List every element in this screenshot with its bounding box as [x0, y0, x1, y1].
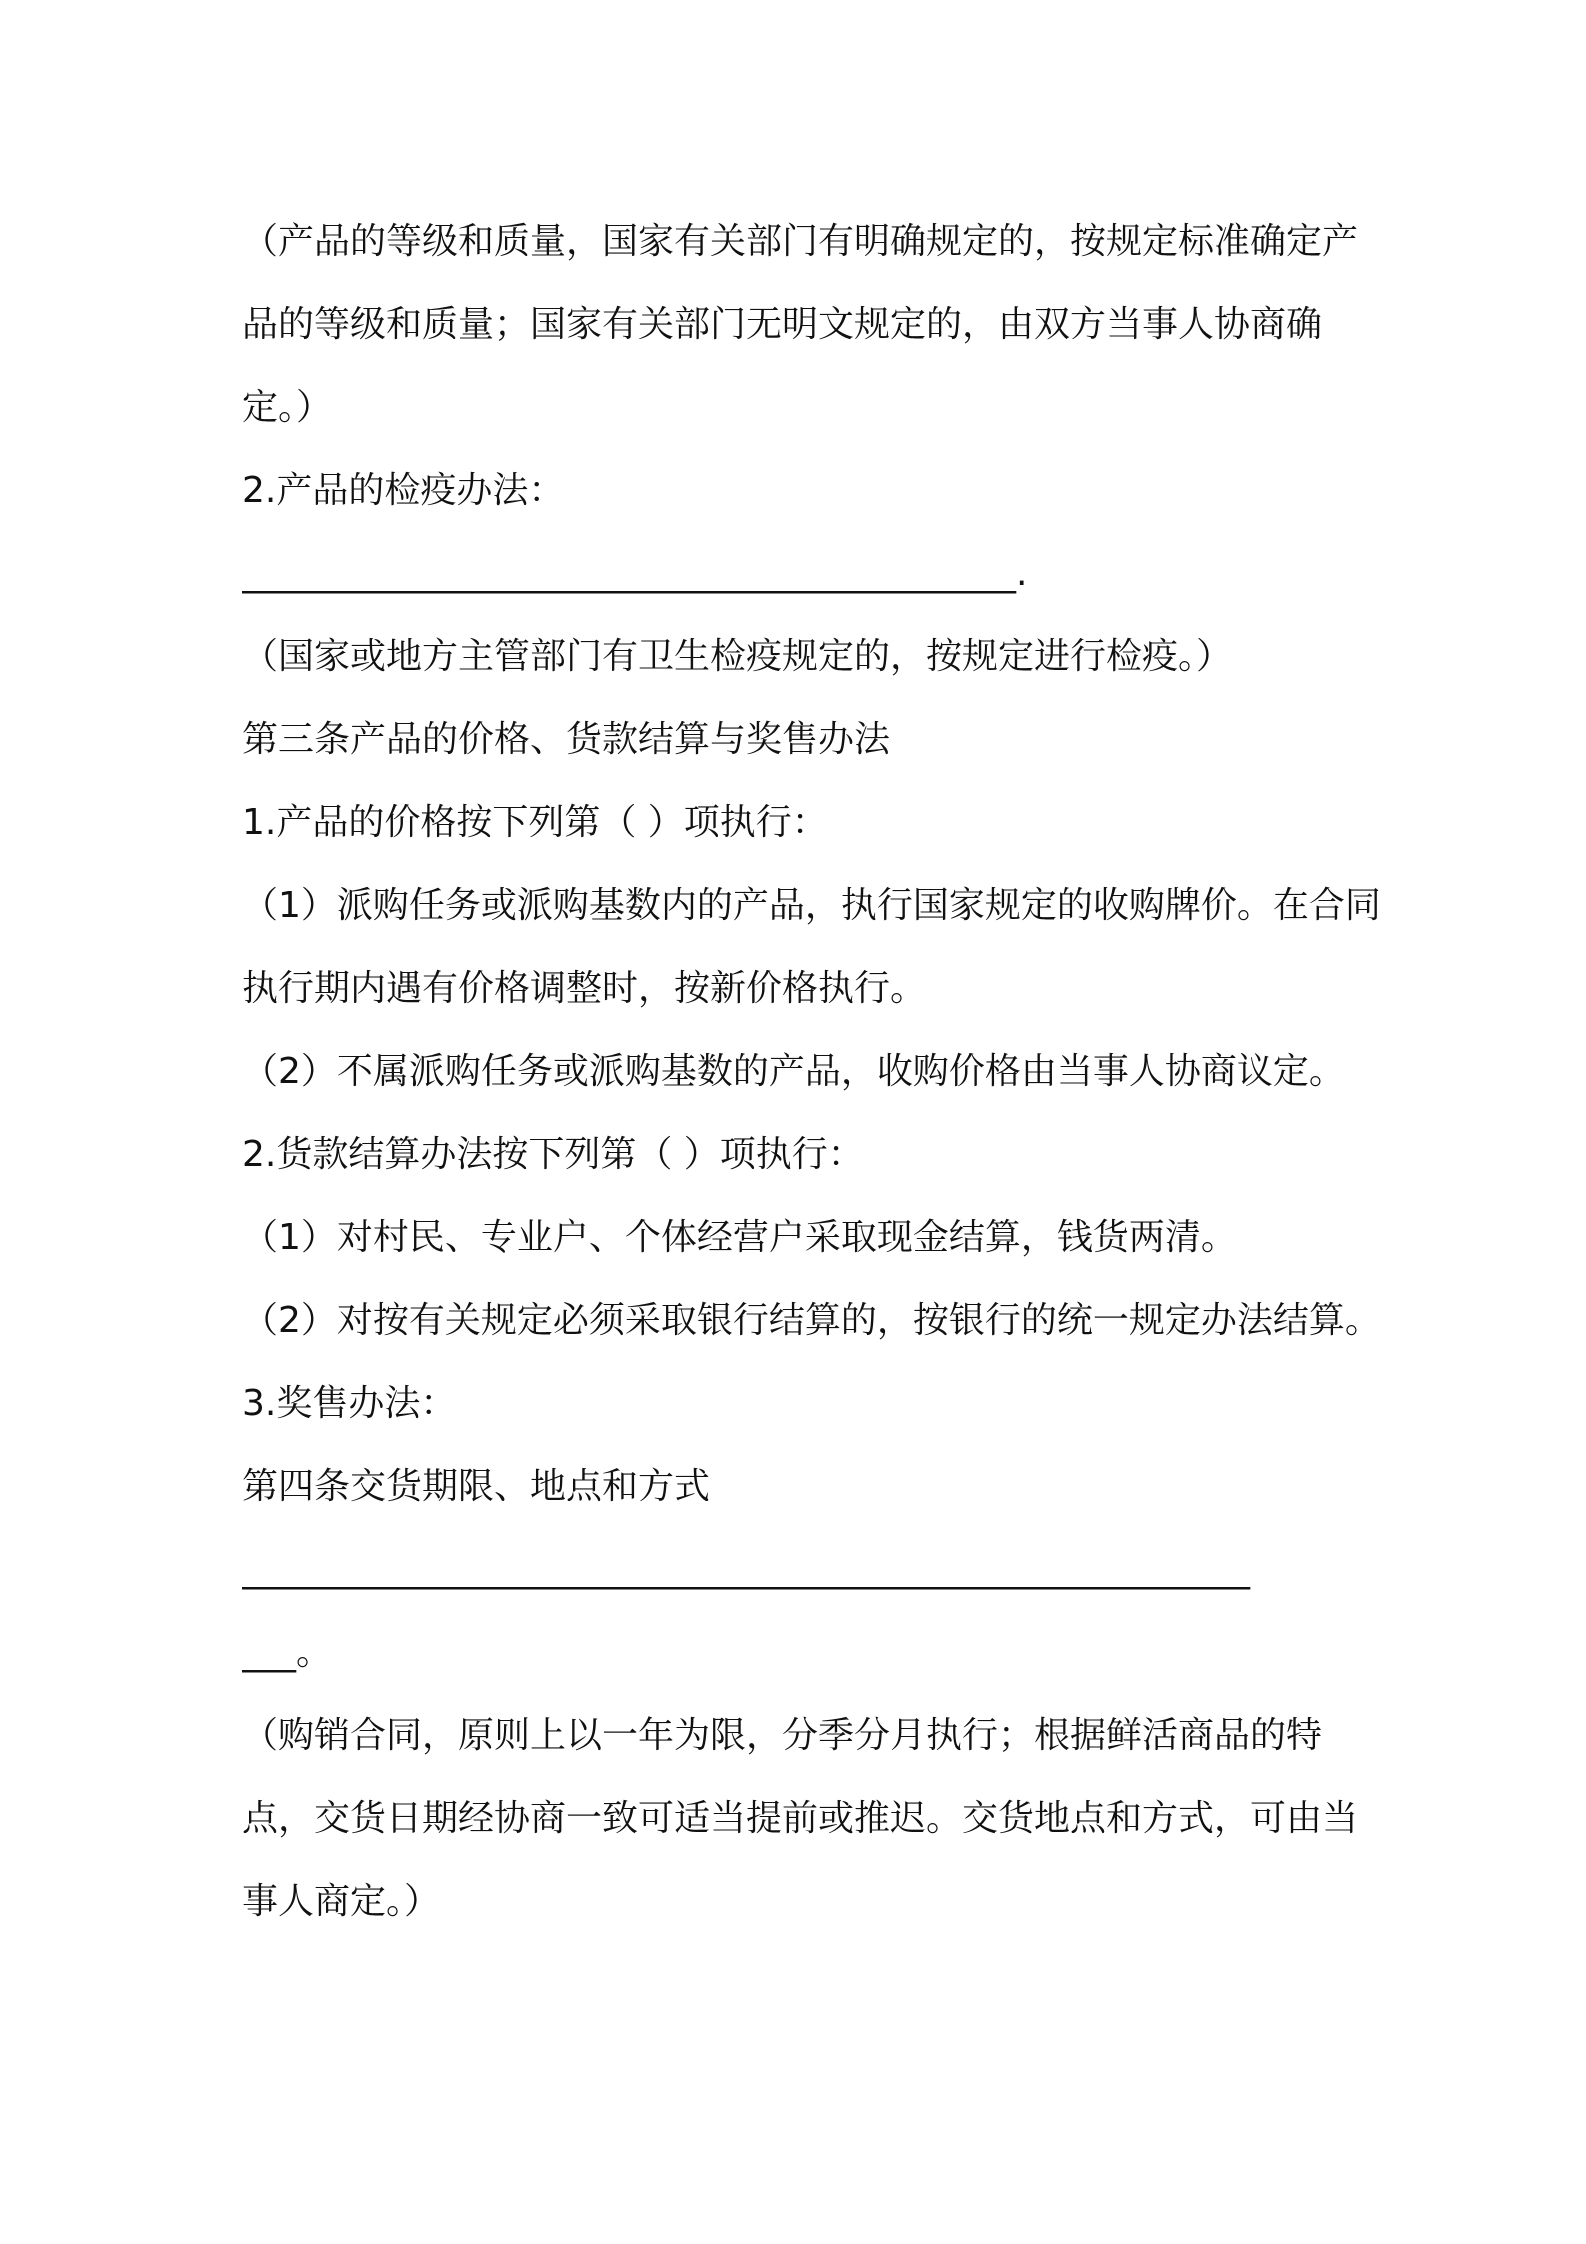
price-item-heading: 1.产品的价格按下列第（ ）项执行：	[242, 802, 828, 843]
article-three-heading: 第三条产品的价格、货款结算与奖售办法	[242, 719, 891, 760]
document-body	[242, 200, 1382, 1943]
quarantine-method-heading: 2.产品的检疫办法：	[242, 470, 565, 511]
article-four-heading: 第四条交货期限、地点和方式	[242, 1466, 711, 1507]
settlement-option-two: （2）对按有关规定必须采取银行结算的，按银行的统一规定办法结算。	[242, 1300, 1381, 1341]
price-option-one: （1）派购任务或派购基数内的产品，执行国家规定的收购牌价。在合同执行期内遇有价格调整时，按新价格执行。	[242, 885, 1381, 1009]
delivery-note-paragraph: （购销合同，原则上以一年为限，分季分月执行；根据鲜活商品的特点，交货日期经协商一致可适当提前或推迟。交货地点和方式，可由当事人商定。）	[242, 1715, 1359, 1922]
settlement-option-one: （1）对村民、专业户、个体经营户采取现金结算，钱货两清。	[242, 1217, 1237, 1258]
delivery-blank-line-1: ________________________________________________________	[242, 1549, 1250, 1590]
quarantine-blank-line: ___________________________________________.	[242, 553, 1028, 594]
quarantine-note-paragraph: （国家或地方主管部门有卫生检疫规定的，按规定进行检疫。）	[242, 636, 1233, 677]
delivery-blank-line-2: ___。	[242, 1632, 333, 1673]
settlement-item-heading: 2.货款结算办法按下列第（ ）项执行：	[242, 1134, 864, 1175]
quality-note-paragraph: （产品的等级和质量，国家有关部门有明确规定的，按规定标准确定产品的等级和质量；国家有关部门无明文规定的，由双方当事人协商确定。）	[242, 221, 1359, 428]
price-option-two: （2）不属派购任务或派购基数的产品，收购价格由当事人协商议定。	[242, 1051, 1345, 1092]
bonus-sale-heading: 3.奖售办法：	[242, 1383, 457, 1424]
